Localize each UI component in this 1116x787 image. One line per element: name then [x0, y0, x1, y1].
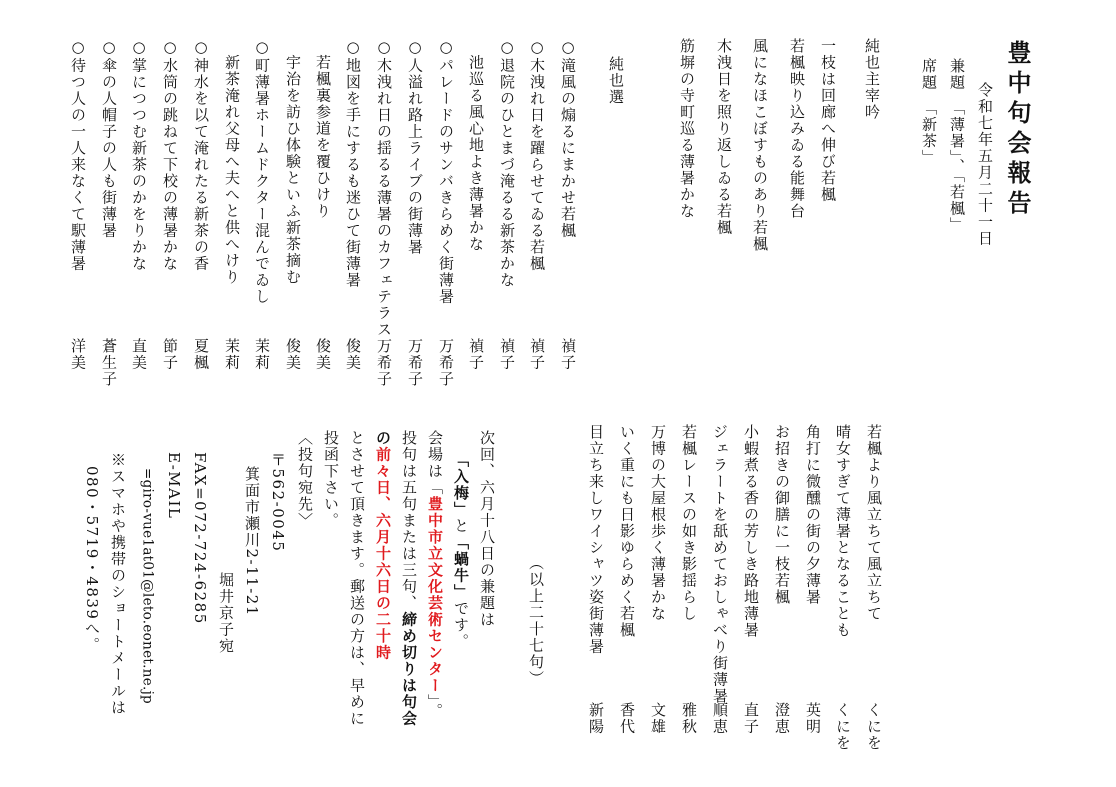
postal-code: 〒562-0045: [269, 452, 287, 553]
haiku-author: 万希子: [437, 338, 455, 388]
haiku-author: 茉莉: [253, 338, 271, 371]
member-haiku: 若楓より風立ちて風立ちて: [865, 424, 883, 622]
sen-haiku: 宇治を訪ひ体験といふ新茶摘む: [284, 38, 302, 286]
shusai-haiku: 筋塀の寺町巡る薄暑かな: [678, 38, 696, 220]
member-haiku: 小蝦煮る香の芳しき路地薄暑: [742, 424, 760, 639]
haiku-author: 俊美: [284, 338, 302, 371]
sen-haiku: ○掌につつむ新茶のかをりかな: [130, 38, 148, 272]
sen-haiku: ○待つ人の一人来なくて駅薄暑: [69, 38, 87, 272]
notice-text: 」。: [426, 694, 444, 720]
notice-text: です。: [452, 600, 470, 650]
submission-address-heading: 〈投句宛先〉: [296, 430, 314, 529]
haiku-total: （以上二十七句）: [527, 555, 545, 687]
sen-haiku: ○パレードのサンバきらめく街薄暑: [437, 38, 455, 305]
next-kendai-2: 「蝸牛」: [452, 534, 470, 601]
member-haiku: 万博の大屋根歩く薄暑かな: [649, 424, 667, 622]
address: 箕面市瀬川2-11-21: [243, 466, 261, 617]
notice-line: [453, 452, 468, 650]
member-haiku: 角打に微醺の街の夕薄暑: [804, 424, 822, 606]
shusai-haiku: 風になほこぼすものあり若楓: [751, 38, 769, 253]
sekidai: 席題 「新茶」: [920, 58, 938, 166]
sms-number: 080・5719・4839へ。: [83, 466, 101, 654]
haiku-author: 直美: [130, 338, 148, 371]
next-kendai-1: 「入梅」: [452, 452, 470, 518]
haiku-author: 直子: [742, 702, 760, 735]
deadline-date: 前々日、六月十六日の二十時: [374, 446, 392, 661]
notice-text: の: [374, 430, 392, 447]
sen-haiku: 新茶淹れ父母へ夫へと供へけり: [223, 38, 241, 286]
member-haiku: いく重にも日影ゆらめく若楓: [618, 424, 636, 639]
haiku-author: 禎子: [559, 338, 577, 371]
member-haiku: ジェラートを舐めておしゃべり街薄暑: [711, 424, 729, 705]
haiku-author: 順恵: [711, 702, 729, 735]
haiku-author: 万希子: [375, 338, 393, 388]
haiku-author: 文雄: [649, 702, 667, 735]
section-label-shusai: 純也主宰吟: [863, 38, 881, 121]
sen-haiku: ○地図を手にするも迷ひて街薄暑: [344, 38, 362, 289]
deadline-label: 締め切りは句会: [400, 611, 418, 727]
notice-line: とさせて頂きます。郵送の方は、早めに: [348, 430, 366, 727]
haiku-author: 茉莉: [223, 338, 241, 371]
sen-haiku: ○木洩れ日の揺るる薄暑のカフェテラス: [375, 38, 393, 338]
shusai-haiku: 一枝は回廊へ伸び若楓: [819, 38, 837, 203]
haiku-author: くにを: [834, 702, 852, 752]
sen-haiku: 池巡る風心地よき薄暑かな: [467, 38, 485, 253]
notice-text: 会場は「: [426, 430, 444, 496]
haiku-author: 香代: [618, 702, 636, 735]
notice-line: 次回、六月十八日の兼題は: [478, 430, 496, 628]
member-haiku: 目立ち来しワイシャツ姿街薄暑: [587, 424, 605, 655]
haiku-author: 禎子: [498, 338, 516, 371]
sen-haiku: ○神水を以て淹れたる新茶の香: [192, 38, 210, 272]
sen-haiku: ○傘の人帽子の人も街薄暑: [100, 38, 118, 239]
member-haiku: 若楓レースの如き影揺らし: [680, 424, 698, 622]
member-haiku: お招きの御膳に一枝若楓: [773, 424, 791, 606]
notice-line: 投函下さい。: [322, 430, 340, 529]
haiku-author: 澄恵: [773, 702, 791, 735]
email-label: E-MAIL: [165, 452, 183, 520]
fax-number: FAX=072-724-6285: [191, 452, 209, 625]
sen-haiku: 若楓裏参道を覆ひけり: [314, 38, 332, 220]
sen-haiku: ○木洩れ日を躍らせてゐる若楓: [528, 38, 546, 272]
haiku-author: 新陽: [587, 702, 605, 735]
shusai-haiku: 若楓映り込みゐる能舞台: [788, 38, 806, 220]
haiku-author: 禎子: [467, 338, 485, 371]
haiku-author: 洋美: [69, 338, 87, 371]
sms-note: ※スマホや携帯のショートメールは: [109, 452, 127, 716]
notice-line: [427, 430, 442, 720]
notice-text: と: [452, 518, 470, 535]
haiku-author: 禎子: [528, 338, 546, 371]
sen-haiku: ○人溢れ路上ライブの街薄暑: [406, 38, 424, 256]
haiku-author: 夏楓: [192, 338, 210, 371]
email-address: =giro-vue1at01@leto.eonet.ne.jp: [139, 468, 156, 704]
kendai: 兼題 「薄暑」、「若楓」: [948, 58, 966, 234]
notice-line: [401, 430, 416, 727]
shusai-haiku: 木洩日を照り返しゐる若楓: [715, 38, 733, 236]
section-label-sen: 純也選: [607, 56, 625, 106]
sen-haiku: ○水筒の跳ねて下校の薄暑かな: [161, 38, 179, 272]
haiku-author: 雅秋: [680, 702, 698, 735]
notice-text: 投句は五句または三句、: [400, 430, 418, 612]
sen-haiku: ○退院のひとまづ淹るる新茶かな: [498, 38, 516, 289]
haiku-author: 俊美: [314, 338, 332, 371]
sen-haiku: ○滝風の煽るにまかせ若楓: [559, 38, 577, 239]
haiku-author: 節子: [161, 338, 179, 371]
haiku-author: 英明: [804, 702, 822, 735]
member-haiku: 晴女すぎて薄暑となることも: [834, 424, 852, 639]
notice-line: [375, 430, 390, 661]
recipient-name: 堀井京子宛: [217, 572, 235, 655]
haiku-author: 万希子: [406, 338, 424, 388]
haiku-author: くにを: [865, 702, 883, 752]
sen-haiku: ○町薄暑ホームドクター混んでゐし: [253, 38, 271, 305]
document-title: 豊中句会報告: [1003, 40, 1032, 220]
haiku-author: 蒼生子: [100, 338, 118, 388]
report-date: 令和七年五月二十一日: [976, 82, 994, 247]
venue-name: 豊中市立文化芸術センター: [426, 496, 444, 694]
haiku-author: 俊美: [344, 338, 362, 371]
